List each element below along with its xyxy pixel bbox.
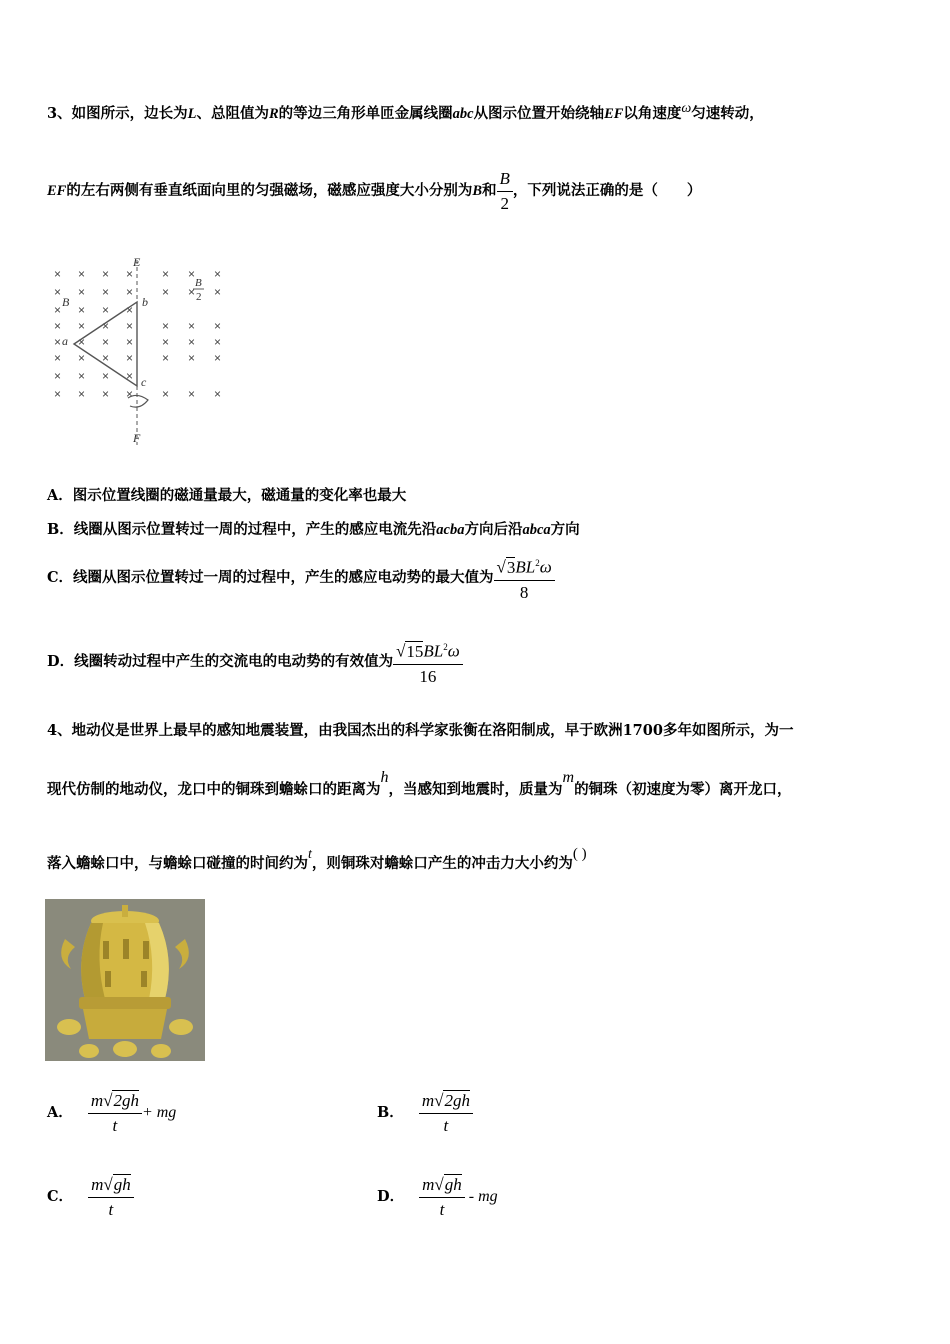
exponent: 2 bbox=[443, 642, 448, 653]
field-cross: × bbox=[126, 369, 134, 383]
label-B-right-den: 2 bbox=[196, 291, 202, 303]
label-a: a bbox=[62, 334, 68, 348]
var-h: h bbox=[380, 769, 389, 786]
q4-text: ，当感知到地震时，质量为 bbox=[388, 781, 563, 798]
exponent: 2 bbox=[535, 558, 540, 569]
field-cross: × bbox=[126, 303, 134, 317]
label-F: F bbox=[133, 431, 141, 445]
option-b-text: 方向后沿 bbox=[464, 521, 523, 538]
fraction-den: 8 bbox=[519, 582, 529, 602]
radicand: 2gh bbox=[113, 1090, 139, 1110]
field-cross: × bbox=[126, 285, 134, 299]
field-cross: × bbox=[54, 303, 62, 317]
field-cross: × bbox=[214, 267, 222, 281]
fraction-option-c bbox=[494, 553, 555, 603]
option-c-text: C．线圈从图示位置转过一周的过程中，产生的感应电动势的最大值为 bbox=[47, 569, 494, 586]
q3-stem-line2 bbox=[47, 166, 701, 216]
q4-text: 4、地动仪是世界上最早的感知地震装置，由我国杰出的科学家张衡在洛阳制成，早于欧洲1700多年如图所示，为一 bbox=[47, 722, 794, 739]
option-d-label: D． bbox=[377, 1188, 405, 1205]
radicand: gh bbox=[113, 1174, 131, 1194]
q3-text: 、总阻值为 bbox=[196, 105, 269, 122]
option-a-tail: + mg bbox=[141, 1104, 177, 1121]
field-cross: × bbox=[78, 267, 86, 281]
option-d-text: D．线圈转动过程中产生的交流电的电动势的有效值为 bbox=[47, 653, 394, 670]
var-m: m bbox=[562, 769, 575, 786]
q3-text: ，下列说法正确的是（ ） bbox=[512, 182, 702, 199]
field-cross: × bbox=[188, 351, 196, 365]
field-cross: × bbox=[162, 285, 170, 299]
q3-option-d[interactable] bbox=[47, 634, 463, 690]
fraction-den: 2 bbox=[500, 193, 509, 213]
magnetic-field-figure bbox=[40, 250, 230, 450]
var-R: R bbox=[268, 106, 279, 122]
field-cross: × bbox=[54, 335, 62, 349]
fraction-num: m√gh bbox=[88, 1175, 134, 1198]
field-cross: × bbox=[102, 319, 110, 333]
q4-option-d[interactable] bbox=[377, 1170, 498, 1224]
radicand: 15 bbox=[406, 641, 424, 661]
q4-option-a[interactable] bbox=[47, 1086, 176, 1140]
field-cross: × bbox=[102, 267, 110, 281]
field-cross: × bbox=[78, 351, 86, 365]
field-cross: × bbox=[162, 387, 170, 401]
q4-stem-line3 bbox=[47, 846, 587, 882]
var-abca: abca bbox=[522, 522, 551, 538]
fraction-option-b bbox=[419, 1091, 473, 1136]
field-cross: × bbox=[78, 285, 86, 299]
field-cross: × bbox=[214, 387, 222, 401]
option-b-label: B． bbox=[377, 1104, 404, 1121]
num-omega: ω bbox=[447, 641, 460, 661]
fraction-num: m√2gh bbox=[419, 1091, 473, 1114]
fraction-option-c bbox=[88, 1175, 134, 1220]
var-t: t bbox=[308, 847, 312, 862]
fraction-den: t bbox=[443, 1115, 449, 1135]
q4-text: 落入蟾蜍口中，与蟾蜍口碰撞的时间约为 bbox=[47, 855, 308, 872]
label-c: c bbox=[141, 375, 147, 389]
fraction-den: t bbox=[439, 1199, 445, 1219]
fraction-B-over-2 bbox=[497, 169, 513, 214]
field-cross: × bbox=[214, 319, 222, 333]
q4-option-c[interactable] bbox=[47, 1170, 134, 1224]
num-m: m bbox=[422, 1174, 435, 1194]
option-b-text: 方向 bbox=[550, 521, 580, 538]
field-cross: × bbox=[188, 387, 196, 401]
field-cross: × bbox=[102, 351, 110, 365]
q4-stem-line2 bbox=[47, 769, 792, 808]
label-b: b bbox=[142, 295, 148, 309]
field-cross: × bbox=[162, 335, 170, 349]
field-cross: × bbox=[214, 285, 222, 299]
num-m: m bbox=[421, 1090, 435, 1110]
fraction-num: $√15BL^2\omega$ bbox=[393, 637, 463, 665]
num-BL: BL bbox=[515, 557, 536, 577]
q3-text: 以角速度 bbox=[623, 105, 682, 122]
option-a-text: A．图示位置线圈的磁通量最大，磁通量的变化率也最大 bbox=[47, 487, 407, 504]
label-B-right-num: B bbox=[195, 277, 202, 289]
field-cross: × bbox=[78, 369, 86, 383]
q3-option-c[interactable] bbox=[47, 552, 555, 604]
field-cross: × bbox=[214, 351, 222, 365]
field-cross: × bbox=[188, 319, 196, 333]
var-abc: abc bbox=[452, 106, 474, 122]
fraction-num: m√gh bbox=[419, 1175, 465, 1198]
q4-text: 现代仿制的地动仪，龙口中的铜珠到蟾蜍口的距离为 bbox=[47, 781, 381, 798]
num-BL: BL bbox=[423, 641, 444, 661]
field-cross: × bbox=[102, 303, 110, 317]
field-cross: × bbox=[54, 387, 62, 401]
option-b-text: B．线圈从图示位置转过一周的过程中，产生的感应电流先沿 bbox=[47, 521, 437, 538]
field-cross: × bbox=[78, 319, 86, 333]
radicand: 2gh bbox=[444, 1090, 470, 1110]
fraction-den: t bbox=[112, 1115, 118, 1135]
q3-stem-line1 bbox=[47, 102, 764, 123]
field-cross: × bbox=[54, 267, 62, 281]
fraction-den: 16 bbox=[419, 666, 437, 686]
field-cross: × bbox=[102, 285, 110, 299]
field-cross: × bbox=[214, 335, 222, 349]
var-EF: EF bbox=[47, 183, 67, 199]
option-c-label: C． bbox=[47, 1188, 74, 1205]
field-cross: × bbox=[78, 387, 86, 401]
fraction-num: m√2gh bbox=[88, 1091, 142, 1114]
var-L: L bbox=[187, 106, 197, 122]
q3-option-b[interactable] bbox=[47, 518, 580, 539]
fraction-num: $√3BL^2\omega$ bbox=[494, 553, 555, 581]
field-cross: × bbox=[188, 267, 196, 281]
field-cross: × bbox=[126, 335, 134, 349]
var-omega: ω bbox=[681, 101, 692, 116]
field-cross: × bbox=[162, 267, 170, 281]
var-acba: acba bbox=[436, 522, 465, 538]
field-cross: × bbox=[126, 267, 134, 281]
radicand: gh bbox=[444, 1174, 462, 1194]
field-cross: × bbox=[78, 335, 86, 349]
field-cross: × bbox=[188, 335, 196, 349]
field-cross: × bbox=[54, 319, 62, 333]
field-cross: × bbox=[188, 285, 196, 299]
q3-text: 的左右两侧有垂直纸面向里的匀强磁场，磁感应强度大小分别为 bbox=[66, 182, 473, 199]
num-omega: ω bbox=[539, 557, 552, 577]
label-B-left: B bbox=[62, 295, 70, 309]
field-cross: × bbox=[54, 285, 62, 299]
field-cross: × bbox=[78, 303, 86, 317]
field-cross: × bbox=[54, 369, 62, 383]
answer-paren: ( ) bbox=[572, 846, 587, 862]
q3-text: 从图示位置开始绕轴 bbox=[473, 105, 605, 122]
var-B: B bbox=[472, 183, 483, 199]
radicand: 3 bbox=[506, 557, 516, 577]
field-cross: × bbox=[126, 351, 134, 365]
q3-text: 的等边三角形单匝金属线圈 bbox=[278, 105, 453, 122]
fraction-option-d bbox=[419, 1175, 465, 1220]
option-a-label: A． bbox=[47, 1104, 73, 1121]
label-E: E bbox=[133, 255, 141, 269]
num-m: m bbox=[90, 1090, 104, 1110]
field-cross: × bbox=[102, 387, 110, 401]
num-m: m bbox=[91, 1174, 104, 1194]
q3-option-a[interactable] bbox=[47, 484, 406, 505]
field-cross: × bbox=[54, 351, 62, 365]
q4-text: 的铜珠（初速度为零）离开龙口， bbox=[574, 781, 792, 798]
fraction-den: t bbox=[108, 1199, 114, 1219]
seismograph-illustration bbox=[45, 899, 205, 1061]
field-cross: × bbox=[162, 351, 170, 365]
q4-text: ，则铜珠对蟾蜍口产生的冲击力大小约为 bbox=[311, 855, 573, 872]
q3-text: 匀速转动， bbox=[691, 105, 764, 122]
field-cross: × bbox=[102, 335, 110, 349]
option-d-tail: - mg bbox=[468, 1188, 498, 1205]
q3-text: 和 bbox=[482, 182, 497, 199]
field-cross: × bbox=[102, 369, 110, 383]
field-cross: × bbox=[126, 387, 134, 401]
field-cross: × bbox=[162, 319, 170, 333]
field-cross: × bbox=[126, 319, 134, 333]
fraction-num: B bbox=[497, 169, 513, 192]
q4-option-b[interactable] bbox=[377, 1086, 473, 1140]
seismograph-photo bbox=[45, 899, 205, 1061]
fraction-option-d bbox=[393, 637, 463, 687]
q3-text: 3、如图所示，边长为 bbox=[47, 105, 188, 122]
var-EF: EF bbox=[604, 106, 624, 122]
fraction-option-a bbox=[88, 1091, 142, 1136]
q4-stem-line1 bbox=[47, 719, 793, 740]
